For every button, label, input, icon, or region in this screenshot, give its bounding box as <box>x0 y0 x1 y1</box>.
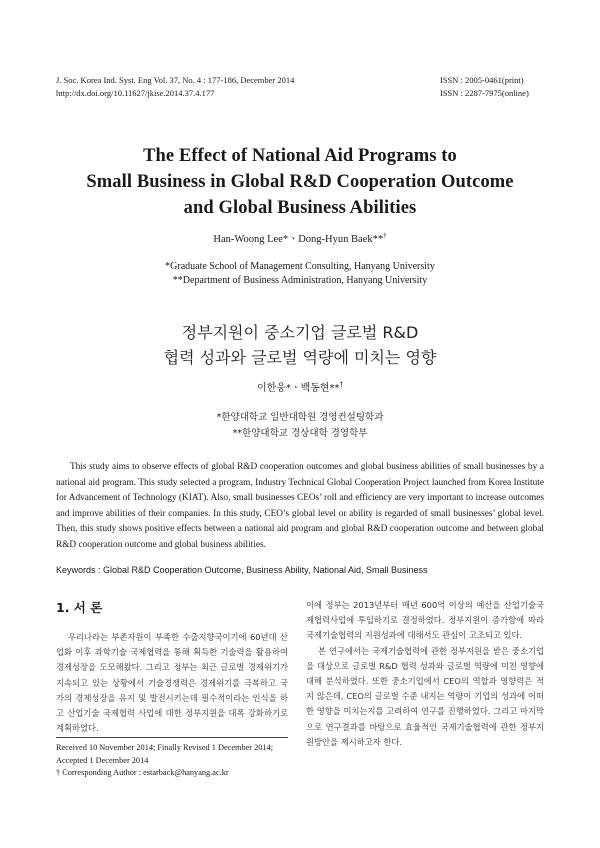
keywords-text: : Global R&D Cooperation Outcome, Business Ability, National Aid, Small Business <box>95 565 428 575</box>
affiliations-korean <box>0 410 600 442</box>
issn-block <box>440 74 529 99</box>
doi-link[interactable]: http://dx.doi.org/10.11627/jkise.2014.37.4.177 <box>56 87 215 98</box>
author-names-ko: 이한웅*ㆍ백동현** <box>256 383 340 394</box>
title-en-line-2: Small Business in Global R&D Cooperation Outcome <box>86 172 514 192</box>
intro-paragraph-right-2: 본 연구에서는 국제기술협력에 관한 정부지원을 받은 중소기업을 대상으로 글로벌 R&D 협력 성과와 글로벌 역량에 미친 영향에 대해 분석하였다. 또한 중소기업에서 CEO의 역할과 영향력은 적지 않은데, CEO의 글로벌 수준 내지는 역량이 기업의 성과에 어떠한 영향을 미치는지를 고려하여 연구를 진행하였다. 그리고 마지막으로 연구결과를 바탕으로 효율적인 국제기술협력에 관한 정부지원방안을 제시하고자 한다. <box>306 645 544 747</box>
title-ko-line-1: 정부지원이 중소기업 글로벌 R&D <box>181 323 419 342</box>
intro-column-right <box>306 598 544 750</box>
received-dates: Received 10 November 2014; Finally Revised 1 December 2014; Accepted 1 December 2014 <box>56 743 274 765</box>
corresponding-mark-en: † <box>383 231 387 240</box>
journal-header <box>56 74 294 99</box>
authors-english <box>0 231 600 246</box>
issn-print: ISSN : 2005-0461(print) <box>440 75 524 85</box>
title-ko-line-2: 협력 성과와 글로벌 역량에 미치는 영향 <box>163 348 437 367</box>
intro-paragraph-right-1: 이에 정부는 2013년부터 매년 600억 이상의 예산을 산업기술국제협력사업에 투입하기로 결정하였다. 정부지원이 증가함에 따라 국제기술협력의 지원성과에 대해서도 관심이 고조되고 있다. <box>306 600 544 641</box>
affiliation-en-1: *Graduate School of Management Consulting, Hanyang University <box>165 261 435 272</box>
footnote <box>56 742 292 780</box>
keywords-label: Keywords <box>56 565 96 575</box>
paper-title-english <box>40 143 560 221</box>
paper-title-korean <box>40 320 560 370</box>
title-en-line-1: The Effect of National Aid Programs to <box>143 146 457 166</box>
affiliation-en-2: **Department of Business Administration, Hanyang University <box>172 275 428 286</box>
intro-paragraph-left: 우리나라는 부존자원이 부족한 수출지향국이기에 60년대 산업화 이후 과학기술 국제협력을 통해 획득한 기술력을 활용하여 경제성장을 도모해왔다. 그리고 정부는 최근 글로벌 경제위기가 지속되고 있는 상황에서 기술경쟁력은 경제위기를 극복하고 국가의 경제성장을 유지 및 발전시키는데 필수적이라는 인식을 하고 산업기술 국제협력 사업에 대한 정부지원을 대폭 강화하기로 계획하였다. <box>56 632 288 734</box>
section-heading-introduction: 1. 서 론 <box>56 600 103 615</box>
keywords <box>56 565 544 575</box>
affiliation-ko-2: **한양대학교 경상대학 경영학부 <box>232 428 368 439</box>
affiliation-ko-1: *한양대학교 일반대학원 경영컨설팅학과 <box>216 412 384 423</box>
journal-citation: J. Soc. Korea Ind. Syst. Eng Vol. 37, No. 4 : 177-186, December 2014 <box>56 75 295 85</box>
author-names-en: Han-Woong Lee*ㆍDong-Hyun Baek** <box>213 234 384 245</box>
abstract: This study aims to observe effects of global R&D cooperation outcomes and global business abilities of small businesses by a national aid program. This study selected a program, Industry Technical Global Cooperation Project launched from Korea Institute for Advancement of Technology (KIAT). Also, small businesses CEOs’ roll and efficiency are very important to increase outcomes and improve abilities of their companies. In this study, CEO’s global level or ability is regarded of small businesses’ global level. Then, this study shows positive effects between a national aid program and global R&D cooperation outcome and between global R&D cooperation outcome and global business abilities. <box>56 462 544 550</box>
title-en-line-3: and Global Business Abilities <box>183 198 417 218</box>
footnote-divider <box>56 737 288 738</box>
corresponding-author: † Corresponding Author : estarback@hanyang.ac.kr <box>56 768 229 777</box>
authors-korean <box>0 379 600 394</box>
corresponding-mark-ko: † <box>339 380 344 389</box>
affiliations-english <box>0 260 600 288</box>
issn-online: ISSN : 2287-7975(online) <box>440 87 529 98</box>
